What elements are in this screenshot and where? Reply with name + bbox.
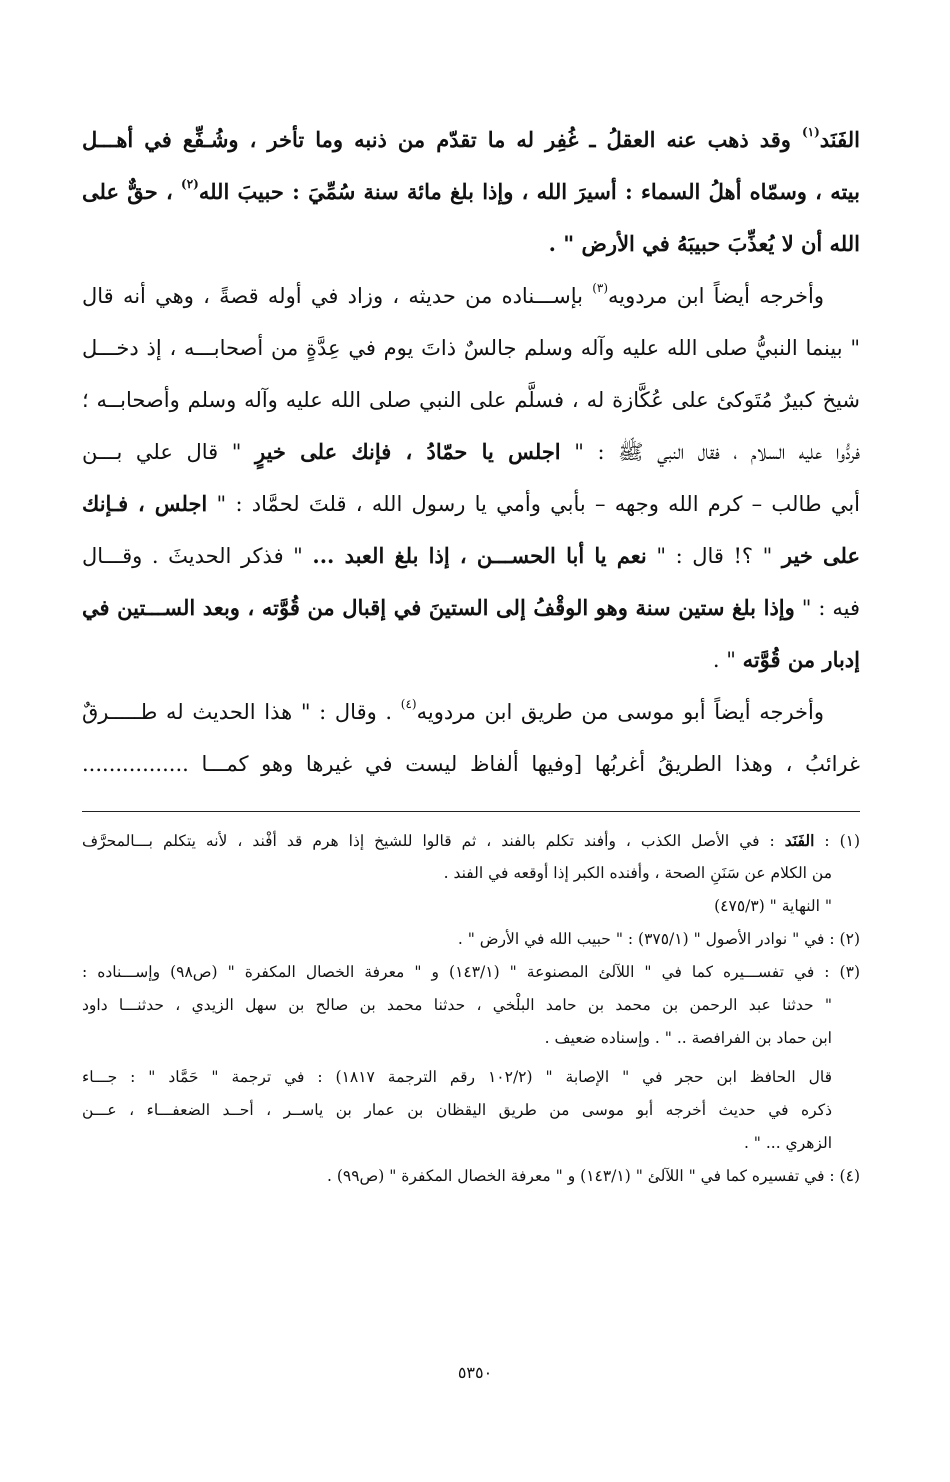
text-span: وأخرجه أيضاً أبو موسى من طريق ابن مردويه — [416, 700, 825, 724]
text-span: وأخرجه أيضاً ابن مردويه — [608, 284, 824, 308]
page-number: ٥٣٥٠ — [457, 1363, 493, 1382]
text-span: اجلس ، فـإنك — [82, 491, 208, 516]
text-span: وإذا بلغ ستين سنة وهو الوقْفُ إلى الستينَ في إقبال من قُوَّته ، وبعد الســـتين في — [82, 595, 795, 620]
text-span: " ؟! قال : " — [646, 544, 782, 568]
text-span: فيه : " — [794, 596, 860, 620]
text-line: شيخ كبيرٌ مُتَوكئ على عُكَّازة له ، فسلَّم على النبي صلى الله عليه وآله وسلم وأصحابــه ؛ — [82, 388, 860, 412]
text-line — [82, 582, 860, 634]
text-line — [82, 686, 860, 738]
text-span: بيته ، وسمّاه أهلُ السماء : أسيرَ الله ، وإذا بلغ مائة سنة سُمِّيَ : حبيبَ الله — [198, 179, 860, 204]
text-span: الفَنَد — [819, 127, 860, 152]
text-span: " . — [712, 648, 743, 672]
footnote-line: قال الحافظ ابن حجر في " الإصابة " (١٠٢/٢ رقم الترجمة ١٨١٧) : في ترجمة " حَمَّاد " : جـــاء — [82, 1068, 832, 1086]
text-line — [82, 530, 860, 582]
footnote-line: (٣) : في تفســـيره كما في " اللآلئ المصنوعة " (١٤٣/١) و " معرفة الخصال المكفرة " (ص٩٨) وإســـناده : — [82, 963, 860, 981]
text-line — [82, 426, 860, 478]
text-line — [82, 634, 860, 686]
text-span: (١) : — [814, 832, 861, 850]
text-line — [82, 478, 860, 530]
footnote-line: " النهاية " (٤٧٥/٣) — [714, 897, 832, 915]
footnote-ref: (٣) — [592, 281, 609, 296]
text-span: " قال علي بـــن — [82, 440, 255, 464]
main-text — [82, 114, 860, 790]
text-span: بإســـناده من حديثه ، وزاد في أوله قصةً ، وهي أنه قال — [82, 284, 593, 308]
footnote-ref: (٤) — [400, 697, 417, 712]
footnote-ref: (٢) — [181, 177, 199, 192]
text-span: الفَنَد — [784, 831, 815, 850]
text-line: غرائبُ ، وهذا الطريقُ أغربُها [وفيها ألفاظ ليست في غيرها وهو كمـــا ................ — [82, 752, 860, 776]
footnote-line: الزهري ... " . — [743, 1134, 832, 1152]
text-span: على خير — [781, 543, 860, 568]
text-span: وقد ذهب عنه العقلُ ـ غُفِر له ما تقدّم من ذنبه وما تأخر ، وشُـفِّع في أهـــل — [82, 127, 802, 152]
footnote-line — [82, 824, 860, 857]
text-span: : في الأصل الكذب ، وأفند تكلم بالفند ، ثم قالوا للشيخ إذا هرم قد أفْند ، لأنه يتكلم بـــالمحرَّف — [82, 832, 785, 850]
text-span: نعم يا أبا الحســـن ، إذا بلغ العبد ... — [312, 543, 647, 568]
text-span: أبي طالب – كرم الله وجهه – بأبي وأمي يا رسول الله ، قلتَ لحمَّاد : " — [207, 492, 861, 516]
text-span: " فذكر الحديثَ . وقـــال — [82, 544, 313, 568]
footnote-line: ذكره في حديث أخرجه أبو موسى من طريق اليقظان بن عمار بن ياســر ، أحــد الضعفـــاء ، عـــن — [82, 1101, 832, 1119]
footnote-line: ابن حماد بن الفرافصة .. " . وإسناده ضعيف . — [544, 1029, 832, 1047]
footnote-line: من الكلام عن سَنَنِ الصحة ، وأفنده الكبر إذا أوقعه في الفند . — [443, 864, 832, 882]
text-span: إدبار من قُوَّته — [742, 647, 860, 672]
text-line: الله أن لا يُعذِّبَ حبيبَهُ في الأرض " . — [548, 231, 860, 256]
text-span: ، حقٌّ على — [82, 179, 182, 204]
text-span: فردُّوا عليه السلام ، فقال النبي ﷺ : " — [560, 440, 860, 464]
text-line — [82, 270, 860, 322]
footnote-line: " حدثنا عبد الرحمن بن محمد بن حامد البلْخي ، حدثنا محمد بن صالح بن سهل الزيدي ، حدثنـــا داود — [82, 996, 832, 1014]
text-span: اجلس يا حمّادُ ، فإنك على خيرٍ — [254, 439, 561, 464]
footnote-ref: (١) — [801, 125, 820, 140]
text-line — [82, 114, 860, 166]
text-line: " بينما النبيُّ صلى الله عليه وآله وسلم جالسٌ ذاتَ يوم في عِدَّةٍ من أصحابـــه ، إذ دخـــل — [82, 336, 860, 360]
footnote-divider — [82, 811, 860, 812]
text-span: . وقال : " هذا الحديث له طـــــرقٌ — [82, 700, 401, 724]
footnote-line: (٤) : في تفسيره كما في " اللآلئ " (١٤٣/١) و " معرفة الخصال المكفرة " (ص٩٩) . — [326, 1167, 860, 1185]
footnote-line: (٢) : في " نوادر الأصول " (٣٧٥/١) : " حبيب الله في الأرض " . — [457, 930, 860, 948]
footnotes — [82, 824, 860, 1193]
text-line — [82, 166, 860, 218]
